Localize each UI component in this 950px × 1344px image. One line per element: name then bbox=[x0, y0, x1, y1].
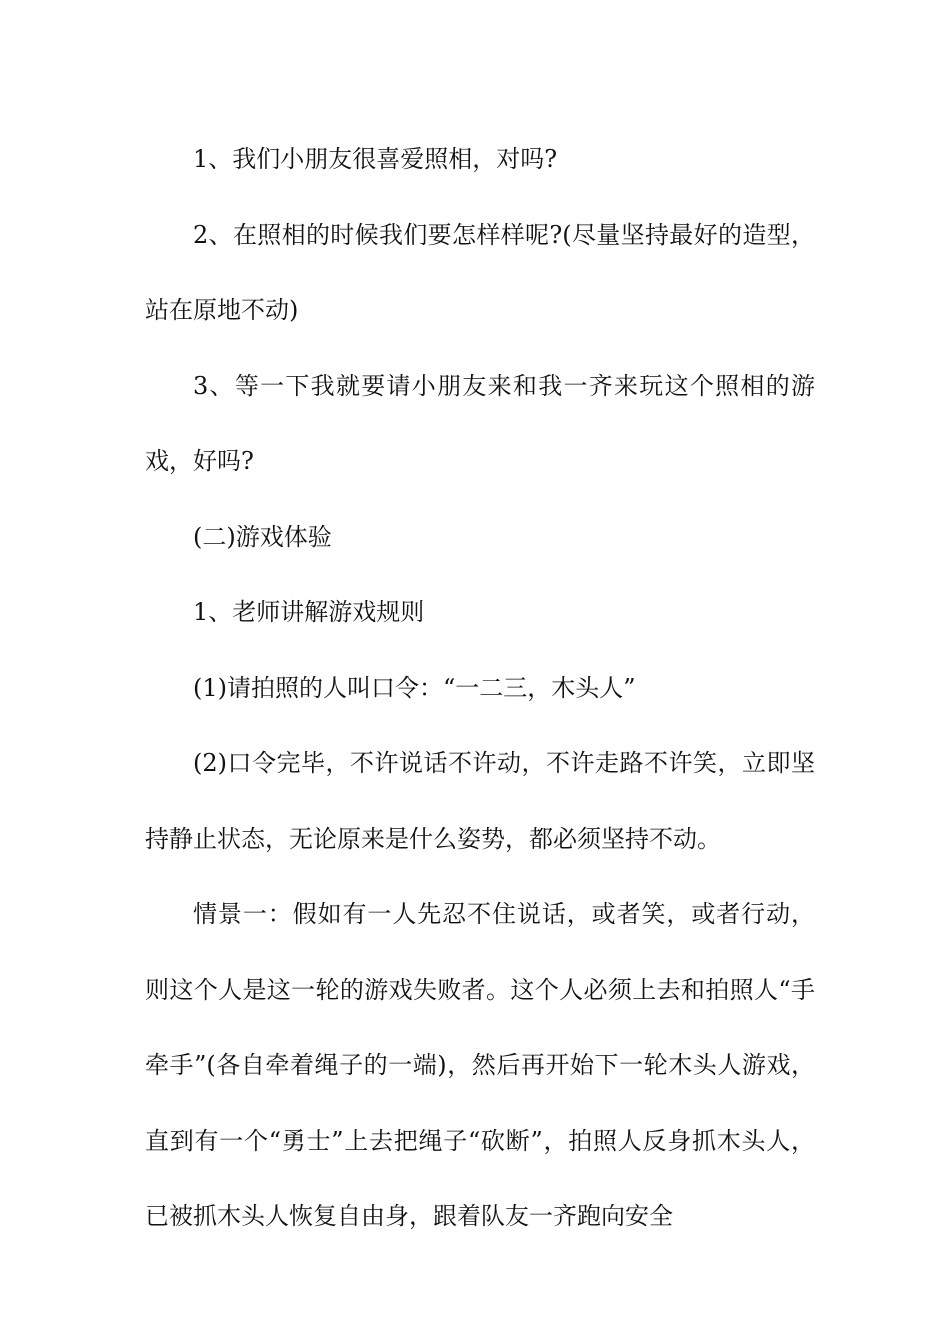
section-heading-game-experience: (二)游戏体验 bbox=[193, 522, 332, 551]
paragraph-question-1: 1、我们小朋友很喜爱照相，对吗? bbox=[193, 145, 558, 173]
paragraph-question-3: 3、等一下我就要请小朋友来和我一齐来玩这个照相的游戏，好吗? bbox=[145, 371, 815, 475]
paragraph-question-2: 2、在照相的时候我们要怎样样呢?(尽量坚持最好的造型，站在原地不动) bbox=[145, 220, 815, 324]
paragraph-rule-1: (1)请拍照的人叫口令：“一二三，木头人” bbox=[193, 673, 636, 702]
document-body bbox=[145, 122, 815, 1255]
paragraph-rules-heading: 1、老师讲解游戏规则 bbox=[193, 598, 425, 626]
paragraph-scenario-1: 情景一：假如有一人先忍不住说话，或者笑，或者行动，则这个人是这一轮的游戏失败者。这个人必须上去和拍照人“手牵手”(各自牵着绳子的一端)，然后再开始下一轮木头人游戏，直到有一个“勇士”上去把绳子“砍断”，拍照人反身抓木头人，已被抓木头人恢复自由身，跟着队友一齐跑向安全 bbox=[145, 900, 815, 1230]
paragraph-rule-2: (2)口令完毕，不许说话不许动，不许走路不许笑，立即坚持静止状态，无论原来是什么姿势，都必须坚持不动。 bbox=[145, 749, 815, 853]
